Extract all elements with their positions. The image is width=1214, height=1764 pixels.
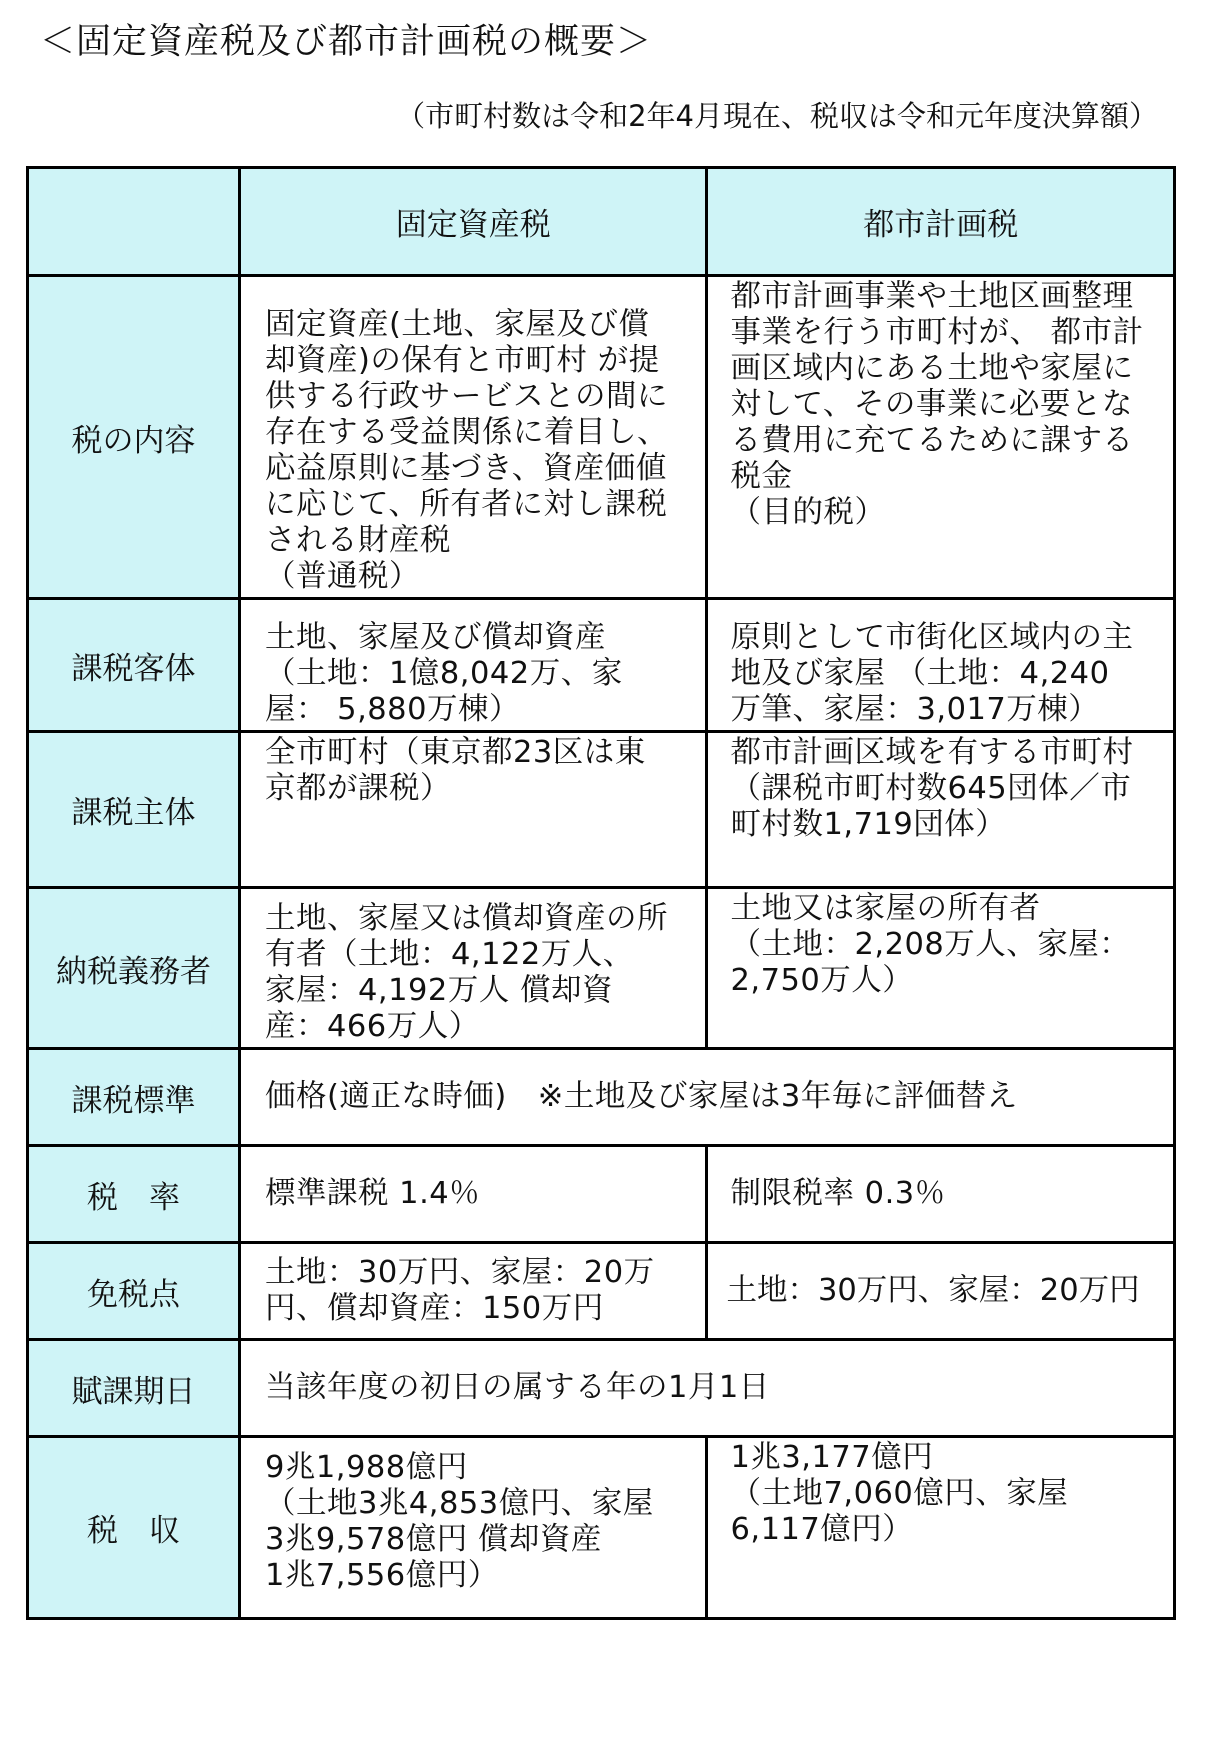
row-label-exemption: 免税点: [28, 1243, 240, 1340]
row-assessment-date: [28, 1340, 1175, 1437]
header-corner: [28, 168, 240, 276]
column-header-city-planning-tax: 都市計画税: [707, 168, 1175, 276]
cell-subject-fixed: 全市町村（東京都23区は東 京都が課税）: [239, 732, 707, 888]
cell-content-fixed: 固定資産(土地、家屋及び償 却資産)の保有と市町村 が提 供する行政サービスとの間に 存在する受益関係に着目し、 応益原則に基づき、資産価値 に応じて、所有者に対し課税 される財産税 （普通税）: [239, 276, 707, 599]
row-tax-object: [28, 599, 1175, 732]
cell-exemption-city: 土地：30万円、家屋：20万円: [707, 1243, 1175, 1340]
row-exemption: [28, 1243, 1175, 1340]
row-label-tax-rate: 税 率: [28, 1146, 240, 1243]
row-label-assessment-date: 賦課期日: [28, 1340, 240, 1437]
cell-revenue-fixed: 9兆1,988億円 （土地3兆4,853億円、家屋 3兆9,578億円 償却資産 1兆7,556億円）: [239, 1437, 707, 1619]
row-label-tax-subject: 課税主体: [28, 732, 240, 888]
header-row: [28, 168, 1175, 276]
column-header-fixed-asset-tax: 固定資産税: [239, 168, 707, 276]
row-label-taxpayer: 納税義務者: [28, 888, 240, 1049]
cell-rate-city: 制限税率 0.3％: [707, 1146, 1175, 1243]
row-tax-content: [28, 276, 1175, 599]
row-tax-standard: [28, 1049, 1175, 1146]
row-taxpayer: [28, 888, 1175, 1049]
cell-date-both: 当該年度の初日の属する年の1月1日: [239, 1340, 1174, 1437]
cell-standard-both: 価格(適正な時価) ※土地及び家屋は3年毎に評価替え: [239, 1049, 1174, 1146]
tax-overview-table: [26, 166, 1176, 1620]
row-tax-subject: [28, 732, 1175, 888]
cell-payer-city: 土地又は家屋の所有者 （土地：2,208万人、家屋： 2,750万人）: [707, 888, 1175, 1049]
row-label-tax-standard: 課税標準: [28, 1049, 240, 1146]
cell-content-city: 都市計画事業や土地区画整理 事業を行う市町村が、 都市計 画区域内にある土地や家屋に 対して、その事業に必要とな る費用に充てるために課する 税金 （目的税）: [707, 276, 1175, 599]
row-label-tax-revenue: 税 収: [28, 1437, 240, 1619]
row-tax-revenue: [28, 1437, 1175, 1619]
cell-rate-fixed: 標準課税 1.4％: [239, 1146, 707, 1243]
row-label-tax-object: 課税客体: [28, 599, 240, 732]
data-source-note: （市町村数は令和2年4月現在、税収は令和元年度決算額）: [396, 99, 1158, 133]
row-label-tax-content: 税の内容: [28, 276, 240, 599]
cell-revenue-city: 1兆3,177億円 （土地7,060億円、家屋 6,117億円）: [707, 1437, 1175, 1619]
cell-object-fixed: 土地、家屋及び償却資産 （土地：1億8,042万、家 屋： 5,880万棟）: [239, 599, 707, 732]
cell-exemption-fixed: 土地：30万円、家屋：20万 円、償却資産：150万円: [239, 1243, 707, 1340]
row-tax-rate: [28, 1146, 1175, 1243]
cell-subject-city: 都市計画区域を有する市町村 （課税市町村数645団体／市 町村数1,719団体）: [707, 732, 1175, 888]
document-title: ＜固定資産税及び都市計画税の概要＞: [40, 22, 653, 62]
cell-object-city: 原則として市街化区域内の主 地及び家屋 （土地：4,240 万筆、家屋：3,017万棟）: [707, 599, 1175, 732]
cell-payer-fixed: 土地、家屋又は償却資産の所 有者（土地：4,122万人、 家屋：4,192万人 償却資 産：466万人）: [239, 888, 707, 1049]
